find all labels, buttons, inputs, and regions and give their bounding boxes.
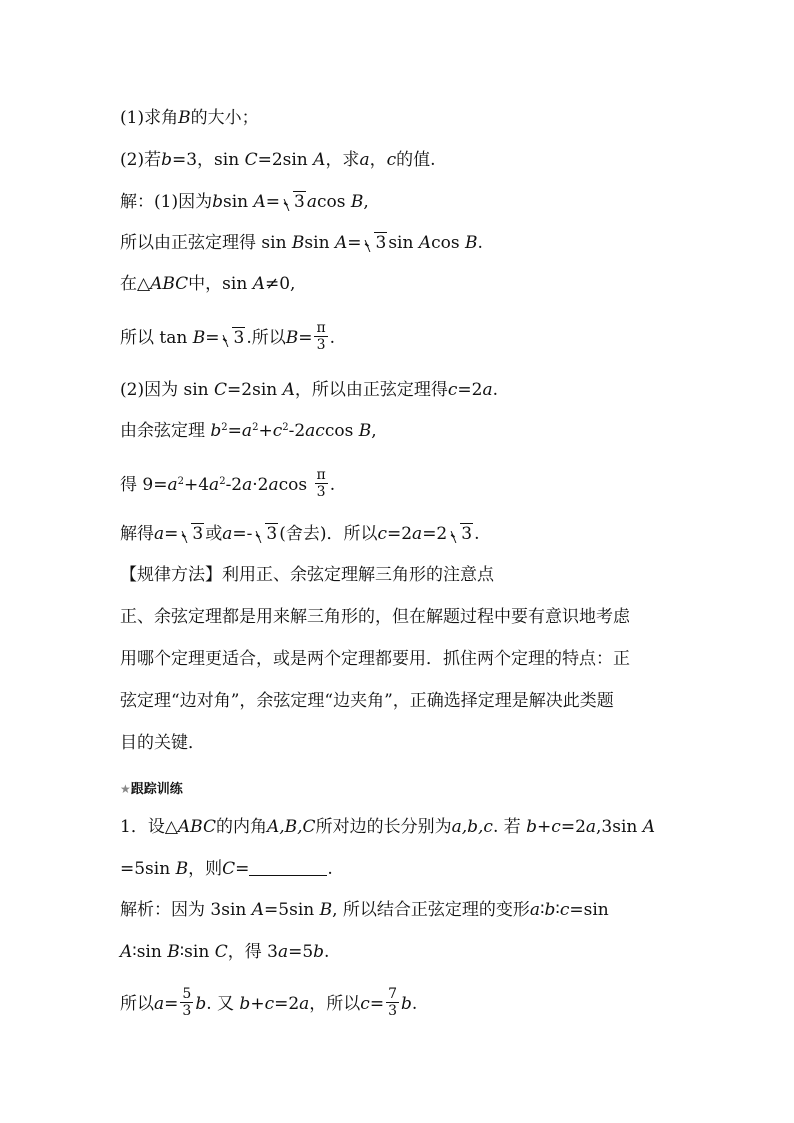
text: -2 — [225, 475, 243, 495]
var: B — [285, 328, 299, 348]
text: . — [324, 942, 330, 962]
sqrt-sign — [220, 326, 245, 350]
text: =2 — [560, 817, 586, 837]
text: 解得 — [120, 524, 154, 544]
text: , — [363, 192, 369, 212]
problem-line-1 — [120, 815, 655, 839]
var: c — [264, 994, 275, 1014]
text: cos — [431, 233, 460, 253]
var: a — [268, 475, 279, 495]
text: ≠0, — [264, 274, 296, 294]
text: (舍去)．所以 — [279, 524, 378, 544]
text: sin — [222, 192, 249, 212]
text: 解：(1)因为 — [120, 192, 213, 212]
text: 所以 — [120, 994, 154, 1014]
text: =3，sin — [171, 150, 240, 170]
denominator: 3 — [182, 1003, 192, 1019]
text: = — [298, 328, 313, 348]
text: cos — [324, 421, 354, 441]
var: a — [585, 817, 597, 837]
text: = — [235, 859, 250, 879]
var: A — [642, 817, 656, 837]
var: B — [350, 192, 364, 212]
text: =5 — [288, 942, 314, 962]
text: 用哪个定理更适合，或是两个定理都要用．抓住两个定理的特点：正 — [120, 649, 630, 669]
text: . — [329, 328, 336, 348]
text: ， — [369, 150, 387, 170]
numerator: 7 — [388, 986, 397, 1002]
question-part-1 — [120, 106, 259, 130]
method-line-3 — [120, 689, 614, 713]
text: . — [411, 994, 418, 1014]
var: a — [306, 192, 318, 212]
var: c — [377, 524, 387, 544]
solution-line-5 — [120, 378, 498, 402]
solution-line-1 — [120, 190, 369, 214]
text: + — [258, 421, 273, 441]
text: (2)因为 sin — [120, 380, 209, 400]
radicand: 3 — [233, 328, 245, 348]
exponent: 2 — [221, 422, 228, 433]
var: a — [209, 475, 220, 495]
text: ∶sin — [132, 942, 162, 962]
text: 的内角 — [215, 817, 267, 837]
numerator: π — [316, 467, 326, 483]
text: cos — [317, 192, 346, 212]
text: . — [492, 380, 499, 400]
text: sin — [304, 233, 330, 253]
var: C — [222, 859, 236, 879]
text: =2 — [422, 524, 448, 544]
text: 正、余弦定理都是用来解三角形的，但在解题过程中要有意识地考虑 — [120, 607, 630, 627]
var: b — [212, 192, 223, 212]
text: = — [227, 421, 242, 441]
text: ∶sin — [179, 942, 210, 962]
solution-line-4 — [120, 322, 335, 355]
method-line-1 — [120, 605, 630, 629]
problem-line-2 — [120, 857, 333, 881]
text: =2 — [386, 524, 413, 544]
fraction — [315, 467, 328, 500]
text: , 所以结合正弦定理的变形 — [332, 900, 530, 920]
method-line-4 — [120, 731, 205, 755]
var: b — [401, 994, 412, 1014]
text: . — [329, 475, 336, 495]
text: ，所以 — [309, 994, 361, 1014]
var: a — [412, 524, 423, 544]
var: c — [272, 421, 283, 441]
text: (1)求角 — [120, 108, 179, 128]
text: = — [164, 994, 179, 1014]
text: = — [265, 192, 281, 212]
var: A — [253, 192, 266, 212]
denominator: 3 — [316, 337, 326, 353]
var: a — [299, 994, 310, 1014]
var: c — [360, 994, 370, 1014]
var: A — [251, 900, 265, 920]
fraction — [180, 986, 193, 1019]
text: = — [205, 328, 220, 348]
text: 解析：因为 3sin — [120, 900, 247, 920]
solution-line-8 — [120, 522, 479, 546]
var: A — [282, 380, 295, 400]
solution-line-7 — [120, 469, 335, 502]
tracking-training-header — [120, 776, 183, 802]
text: =5sin — [264, 900, 315, 920]
text: 弦定理“边对角”，余弦定理“边夹角”，正确选择定理是解决此类题 — [120, 691, 614, 711]
section-label: 跟踪训练 — [130, 782, 183, 797]
text: . — [474, 524, 480, 544]
star-icon: ★ — [120, 782, 131, 796]
sqrt-sign — [253, 522, 278, 546]
var: B — [465, 233, 478, 253]
text: ，求 — [325, 150, 360, 170]
var: C — [214, 942, 228, 962]
text: 1．设△ — [120, 817, 178, 837]
text: =2sin — [257, 150, 308, 170]
exponent: 2 — [219, 476, 226, 487]
solution-line-6 — [120, 419, 377, 443]
text: =2 — [274, 994, 300, 1014]
text: ,3sin — [596, 817, 638, 837]
text: ，则 — [188, 859, 223, 879]
text: =2 — [457, 380, 483, 400]
numerator: 5 — [182, 986, 192, 1002]
radicand: 3 — [375, 233, 387, 253]
exponent: 2 — [282, 422, 289, 433]
var: ac — [305, 421, 325, 441]
text: =5sin — [120, 859, 171, 879]
text: ，所以由正弦定理得 — [294, 380, 448, 400]
var: a — [529, 900, 541, 920]
var: a — [167, 475, 178, 495]
var: b — [544, 900, 556, 920]
var: a — [154, 994, 165, 1014]
sqrt-sign — [179, 522, 204, 546]
var: b — [195, 994, 207, 1014]
var: b — [239, 994, 251, 1014]
var: A — [313, 150, 326, 170]
analysis-line-2 — [120, 940, 329, 964]
radicand: 3 — [294, 192, 305, 212]
var: A,B,C — [266, 817, 316, 837]
text: . 又 — [206, 994, 235, 1014]
var: b — [313, 942, 325, 962]
var: a — [359, 150, 370, 170]
var: a — [154, 524, 165, 544]
text: = — [347, 233, 362, 253]
text: = — [164, 524, 179, 544]
text: 的大小； — [190, 108, 259, 128]
var: a — [222, 524, 233, 544]
text: cos — [278, 475, 308, 495]
var: B — [192, 328, 206, 348]
var: B — [358, 421, 372, 441]
var: c — [551, 817, 561, 837]
var: c — [447, 380, 458, 400]
var: b — [526, 817, 538, 837]
var: B — [291, 233, 305, 253]
var: A — [418, 233, 432, 253]
var: B — [175, 859, 189, 879]
text: 所以 tan — [120, 328, 188, 348]
text: = — [369, 994, 385, 1014]
var: B — [319, 900, 333, 920]
fraction — [314, 320, 327, 353]
var: B — [178, 108, 191, 128]
text: 由余弦定理 — [120, 421, 205, 441]
text: 得 9= — [120, 475, 168, 495]
text: . — [327, 859, 333, 879]
numerator: π — [316, 320, 326, 336]
var: A — [334, 233, 348, 253]
text: 中，sin — [188, 274, 248, 294]
answer-blank — [249, 859, 327, 876]
text: . — [477, 233, 483, 253]
text: =- — [232, 524, 253, 544]
text: 所以由正弦定理得 sin — [120, 233, 287, 253]
var: B — [167, 942, 180, 962]
text: -2 — [288, 421, 306, 441]
text: .所以 — [246, 328, 286, 348]
text: ·2 — [252, 475, 269, 495]
var: ABC — [150, 274, 189, 294]
text: + — [250, 994, 265, 1014]
method-line-2 — [120, 647, 630, 671]
solution-line-3 — [120, 272, 295, 296]
analysis-line-1 — [120, 898, 609, 922]
radicand: 3 — [461, 524, 473, 544]
var: c — [386, 150, 397, 170]
sqrt-sign — [281, 190, 306, 214]
radicand: 3 — [192, 524, 204, 544]
text: =sin — [569, 900, 609, 920]
text: , — [371, 421, 377, 441]
text: 的值. — [396, 150, 436, 170]
denominator: 3 — [316, 484, 326, 500]
radicand: 3 — [266, 524, 278, 544]
var: C — [244, 150, 258, 170]
text: sin — [388, 233, 414, 253]
var: c — [559, 900, 570, 920]
method-title — [120, 563, 494, 587]
text: 所对边的长分别为 — [315, 817, 452, 837]
var: A — [252, 274, 265, 294]
var: A — [120, 942, 133, 962]
denominator: 3 — [388, 1003, 397, 1019]
fraction — [386, 986, 399, 1019]
text: ∶ — [555, 900, 560, 920]
text: ，得 3 — [227, 942, 278, 962]
var: b — [161, 150, 172, 170]
analysis-line-3 — [120, 988, 417, 1021]
var: ABC — [177, 817, 216, 837]
var: b — [210, 421, 222, 441]
text: (2)若 — [120, 150, 162, 170]
text: 在△ — [120, 274, 151, 294]
text: 目的关键． — [120, 733, 205, 753]
text: =2sin — [227, 380, 278, 400]
var: a — [241, 421, 253, 441]
text: ∶ — [540, 900, 545, 920]
text: . 若 — [492, 817, 521, 837]
text: + — [537, 817, 552, 837]
exponent: 2 — [177, 476, 184, 487]
question-part-2 — [120, 148, 436, 172]
text: 或 — [205, 524, 223, 544]
var: a — [277, 942, 289, 962]
var: a — [242, 475, 253, 495]
exponent: 2 — [252, 422, 259, 433]
var: C — [214, 380, 228, 400]
var: a,b,c — [451, 817, 493, 837]
text: +4 — [183, 475, 210, 495]
solution-line-2 — [120, 231, 483, 255]
method-heading: 【规律方法】利用正、余弦定理解三角形的注意点 — [120, 565, 494, 585]
var: a — [482, 380, 493, 400]
sqrt-sign — [448, 522, 473, 546]
sqrt-sign — [362, 231, 387, 255]
